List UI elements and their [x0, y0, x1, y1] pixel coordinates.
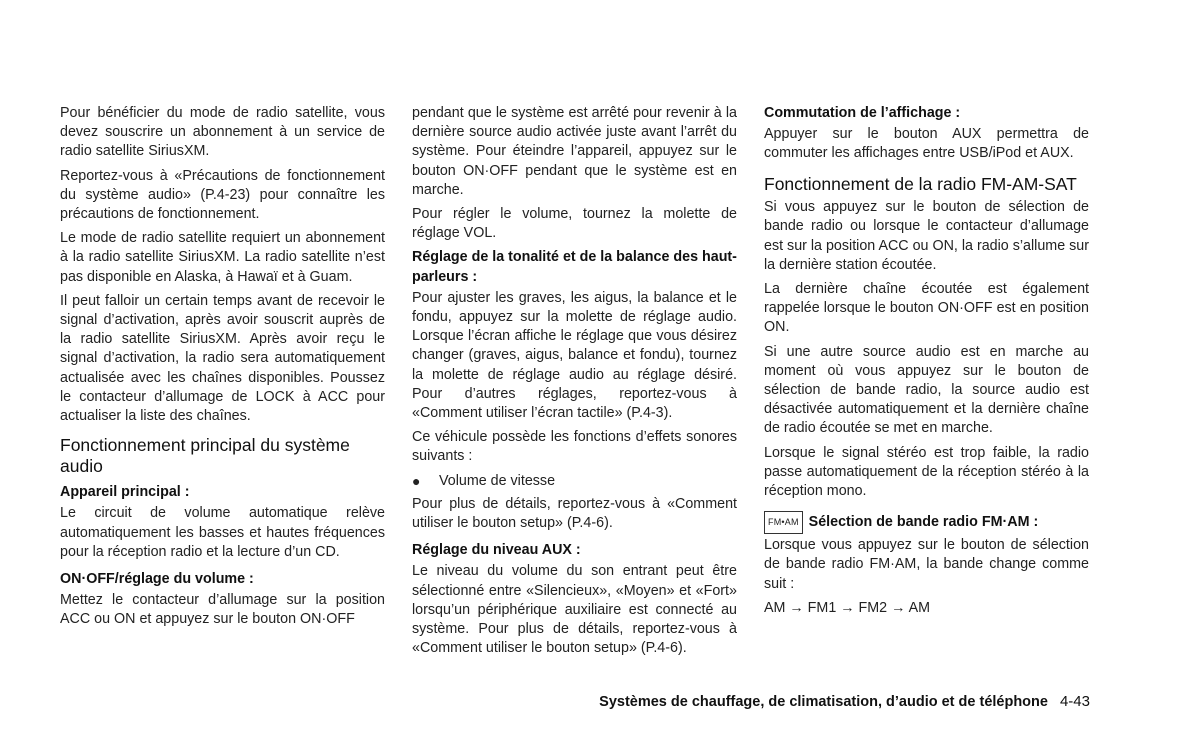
paragraph: Si vous appuyez sur le bouton de sélection de bande radio ou lorsque le contacteur d’allumage est sur la position ACC ou ON, la radio s’allume sur la dernière station écoutée.: [764, 199, 1089, 273]
paragraph: La dernière chaîne écoutée est également rappelée lorsque le bouton ON·OFF est en position ON.: [764, 280, 1089, 336]
footer-section-title: Systèmes de chauffage, de climatisation, d’audio et de téléphone: [599, 694, 1048, 710]
subheading-band-selection: Sélection de bande radio FM·AM :: [808, 514, 1039, 531]
paragraph: Le mode de radio satellite requiert un abonnement à la radio satellite SiriusXM. La radio satellite n’est pas disponible en Alaska, à Hawaï et à Guam.: [60, 230, 385, 285]
paragraph: Pour ajuster les graves, les aigus, la balance et le fondu, appuyez sur la molette de réglage audio. Lorsque l’écran affiche le réglage que vous désirez changer (graves, aigus, balance et fondu), tournez la molette de réglage audio au réglage désiré. Pour d’autres réglages, reportez-vous à «Comment utiliser l’écran tactile» (P.4-3).: [412, 289, 737, 422]
column-left: [60, 104, 385, 635]
paragraph: Pour bénéficier du mode de radio satellite, vous devez souscrire un abonnement à un service de radio satellite SiriusXM.: [60, 105, 385, 160]
page-number: 4-43: [1059, 693, 1090, 710]
section-heading-main-audio: Fonctionnement principal du système audio: [60, 435, 350, 476]
list-item: [412, 472, 737, 491]
band-sequence: AM → FM1 → FM2 → AM: [764, 599, 931, 616]
paragraph: Si une autre source audio est en marche au moment où vous appuyez sur le bouton de sélection de bande radio, la source audio est désactivée automatiquement et la dernière chaîne de radio écoutée se met en marche.: [764, 343, 1089, 437]
paragraph: Mettez le contacteur d’allumage sur la position ACC ou ON et appuyez sur le bouton ON·OFF: [60, 592, 385, 628]
paragraph: Ce véhicule possède les fonctions d’effets sonores suivants :: [412, 429, 737, 465]
subheading-appareil-principal: Appareil principal :: [60, 484, 190, 501]
paragraph: Il peut falloir un certain temps avant de recevoir le signal d’activation, après avoir souscrit auprès de la radio satellite SiriusXM. Après avoir reçu le signal d’activation, la radio sera automatiquement actualisée avec les chaînes disponibles. Poussez le contacteur d’allumage de LOCK à ACC pour actualiser la liste des chaînes.: [60, 292, 385, 425]
paragraph: Le niveau du volume du son entrant peut être sélectionné entre «Silencieux», «Moyen» et «Fort» lorsqu’un périphérique auxiliaire est connecté au système. Pour plus de détails, reportez-vous à «Comment utiliser le bouton setup» (P.4-6).: [412, 563, 737, 657]
column-right: [764, 104, 1089, 623]
bullet-icon: ●: [412, 472, 421, 489]
page-footer: [599, 693, 1090, 710]
subheading-tonalite: Réglage de la tonalité et de la balance des haut-parleurs :: [412, 249, 737, 285]
fm-am-button-icon: FM•AM: [764, 511, 803, 534]
section-heading-radio: Fonctionnement de la radio FM-AM-SAT: [764, 173, 1077, 194]
column-middle: [412, 104, 737, 663]
paragraph: Reportez-vous à «Précautions de fonctionnement du système audio» (P.4-23) pour connaître les précautions de fonctionnement.: [60, 167, 385, 223]
paragraph: Pour plus de détails, reportez-vous à «Comment utiliser le bouton setup» (P.4-6).: [412, 495, 737, 532]
paragraph: pendant que le système est arrêté pour revenir à la dernière source audio activée juste avant l’arrêt du système. Pour éteindre l’appareil, appuyez sur le bouton ON·OFF pendant que le système est en marche.: [412, 105, 737, 198]
list-item-text: Volume de vitesse: [439, 472, 556, 489]
paragraph: Le circuit de volume automatique relève automatiquement les basses et hautes fréquences pour la réception radio et la lecture d’un CD.: [60, 505, 385, 560]
subheading-aux: Réglage du niveau AUX :: [412, 542, 581, 559]
subheading-commutation: Commutation de l’affichage :: [764, 105, 961, 121]
paragraph: Lorsque le signal stéréo est trop faible, la radio passe automatiquement de la réception stéréo à la réception mono.: [764, 444, 1089, 499]
paragraph: Pour régler le volume, tournez la molette de réglage VOL.: [412, 206, 737, 242]
paragraph: Lorsque vous appuyez sur le bouton de sélection de bande radio FM·AM, la bande change comme suit :: [764, 537, 1089, 592]
band-selection-heading: [764, 511, 1089, 534]
paragraph: Appuyer sur le bouton AUX permettra de commuter les affichages entre USB/iPod et AUX.: [764, 126, 1089, 162]
subheading-onoff-volume: ON·OFF/réglage du volume :: [60, 571, 254, 588]
